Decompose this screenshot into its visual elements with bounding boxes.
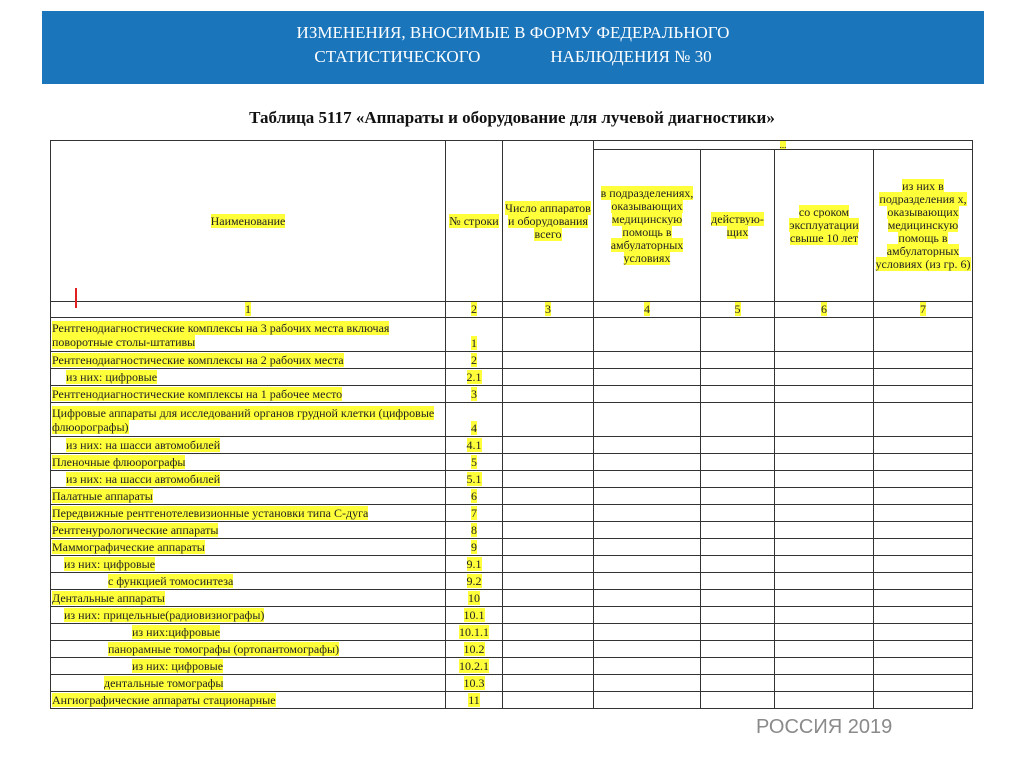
row-name (51, 386, 446, 403)
data-cell[interactable] (594, 318, 701, 352)
table-title: Таблица 5117 «Аппараты и оборудование для лучевой диагностики» (249, 108, 775, 127)
table-row (51, 318, 973, 352)
data-cell[interactable] (874, 386, 973, 403)
row-number (446, 607, 503, 624)
header-top-mark: ... (594, 141, 973, 150)
data-cell[interactable] (594, 692, 701, 709)
row-number-text: 10.3 (463, 676, 485, 690)
table-row (51, 590, 973, 607)
row-name-text: Ангиографические аппараты стационарные (52, 693, 276, 707)
row-name-text: дентальные томографы (104, 676, 224, 690)
row-name-text: Рентгенодиагностические комплексы на 1 рабочее место (52, 387, 343, 401)
data-cell[interactable] (775, 386, 874, 403)
row-name (51, 437, 446, 454)
data-cell[interactable] (594, 454, 701, 471)
row-name (51, 369, 446, 386)
data-cell[interactable] (775, 692, 874, 709)
row-name-text: Рентгенодиагностические комплексы на 3 рабочих места включая поворотные столы-штативы (52, 320, 390, 349)
row-number (446, 369, 503, 386)
row-name (51, 471, 446, 488)
data-cell[interactable] (503, 522, 594, 539)
data-cell[interactable] (503, 573, 594, 590)
row-number-text: 9.2 (466, 574, 482, 588)
row-number (446, 505, 503, 522)
data-cell[interactable] (775, 607, 874, 624)
data-cell[interactable] (503, 539, 594, 556)
data-cell[interactable] (594, 556, 701, 573)
data-cell[interactable] (775, 318, 874, 352)
row-name-text: панорамные томографы (ортопантомографы) (108, 642, 340, 656)
data-cell[interactable] (594, 369, 701, 386)
row-name-text: из них: прицельные(радиовизиографы) (64, 608, 265, 622)
data-cell[interactable] (503, 318, 594, 352)
row-name (51, 403, 446, 437)
row-number-text: 6 (471, 489, 477, 503)
row-number-text: 5.1 (466, 472, 482, 486)
row-name-text: из них: цифровые (64, 557, 156, 571)
data-cell[interactable] (594, 437, 701, 454)
row-name-text: Передвижные рентгенотелевизионные установки типа С-дуга (52, 506, 369, 520)
row-number (446, 675, 503, 692)
data-cell[interactable] (874, 352, 973, 369)
row-number (446, 692, 503, 709)
table-row (51, 692, 973, 709)
data-cell[interactable] (503, 675, 594, 692)
data-cell[interactable] (874, 403, 973, 437)
data-cell[interactable] (701, 505, 775, 522)
data-cell[interactable] (503, 437, 594, 454)
data-cell[interactable] (775, 403, 874, 437)
row-name-text: Рентгенурологические аппараты (52, 523, 219, 537)
col-number-6: 6 (775, 302, 874, 318)
data-cell[interactable] (874, 607, 973, 624)
row-name (51, 641, 446, 658)
data-cell[interactable] (775, 352, 874, 369)
data-cell[interactable] (775, 522, 874, 539)
row-name (51, 607, 446, 624)
data-cell[interactable] (701, 318, 775, 352)
row-number-text: 1 (471, 336, 477, 350)
row-number (446, 437, 503, 454)
data-cell[interactable] (594, 386, 701, 403)
data-cell[interactable] (701, 352, 775, 369)
row-name-text: Цифровые аппараты для исследований органов грудной клетки (цифровые флюорографы) (52, 405, 435, 434)
data-cell[interactable] (503, 369, 594, 386)
row-number (446, 522, 503, 539)
table-row (51, 556, 973, 573)
col-number-4: 4 (594, 302, 701, 318)
row-number (446, 488, 503, 505)
row-number (446, 454, 503, 471)
data-cell[interactable] (503, 352, 594, 369)
row-number-text: 8 (471, 523, 477, 537)
header-over-10-years: со сроком эксплуатации свыше 10 лет (775, 150, 874, 302)
table-row (51, 658, 973, 675)
row-number (446, 556, 503, 573)
data-cell[interactable] (775, 454, 874, 471)
row-name (51, 488, 446, 505)
table-row (51, 573, 973, 590)
data-cell[interactable] (701, 624, 775, 641)
equipment-table (50, 140, 973, 709)
data-cell[interactable] (701, 539, 775, 556)
data-cell[interactable] (874, 505, 973, 522)
row-name (51, 624, 446, 641)
data-cell[interactable] (594, 607, 701, 624)
banner-line-2: СТАТИСТИЧЕСКОГО НАБЛЮДЕНИЯ № 30 (314, 47, 712, 66)
row-number (446, 624, 503, 641)
row-name (51, 505, 446, 522)
data-cell[interactable] (701, 522, 775, 539)
data-cell[interactable] (874, 590, 973, 607)
data-cell[interactable] (874, 539, 973, 556)
data-cell[interactable] (594, 505, 701, 522)
row-number (446, 386, 503, 403)
data-cell[interactable] (874, 471, 973, 488)
row-number (446, 573, 503, 590)
data-cell[interactable] (874, 488, 973, 505)
data-cell[interactable] (503, 658, 594, 675)
header-ambulatory: в подразделениях, оказывающих медицинскую помощь в амбулаторных условиях (594, 150, 701, 302)
data-cell[interactable] (701, 590, 775, 607)
row-name (51, 573, 446, 590)
row-number-text: 10 (468, 591, 480, 605)
row-number-text: 9 (471, 540, 477, 554)
col-number-5: 5 (701, 302, 775, 318)
data-cell[interactable] (874, 369, 973, 386)
row-number (446, 658, 503, 675)
row-name-text: из них: цифровые (66, 370, 158, 384)
table-row (51, 607, 973, 624)
data-cell[interactable] (503, 471, 594, 488)
data-cell[interactable] (701, 488, 775, 505)
data-cell[interactable] (775, 437, 874, 454)
table-row (51, 352, 973, 369)
data-cell[interactable] (874, 675, 973, 692)
row-number-text: 10.1 (463, 608, 485, 622)
table-row (51, 522, 973, 539)
data-cell[interactable] (775, 624, 874, 641)
row-name (51, 590, 446, 607)
row-name-text: Рентгенодиагностические комплексы на 2 рабочих места (52, 353, 344, 367)
data-cell[interactable] (775, 641, 874, 658)
row-number-text: 5 (471, 455, 477, 469)
header-name: Наименование (51, 141, 446, 302)
row-name (51, 658, 446, 675)
data-cell[interactable] (775, 471, 874, 488)
row-number-text: 9.1 (466, 557, 482, 571)
data-cell[interactable] (503, 454, 594, 471)
row-number (446, 641, 503, 658)
data-cell[interactable] (874, 556, 973, 573)
header-of-them-ambulatory: из них в подразделения х, оказывающих медицинскую помощь в амбулаторных условиях (из гр. 6) (874, 150, 973, 302)
data-cell[interactable] (594, 573, 701, 590)
row-name-text: из них: цифровые (132, 659, 224, 673)
data-cell[interactable] (775, 488, 874, 505)
data-cell[interactable] (701, 607, 775, 624)
row-number (446, 590, 503, 607)
data-cell[interactable] (775, 505, 874, 522)
data-cell[interactable] (874, 437, 973, 454)
row-number-text: 3 (471, 387, 477, 401)
data-cell[interactable] (874, 624, 973, 641)
row-number-text: 11 (468, 693, 480, 707)
data-cell[interactable] (701, 403, 775, 437)
data-cell[interactable] (701, 641, 775, 658)
data-cell[interactable] (503, 590, 594, 607)
table-row (51, 454, 973, 471)
table-row (51, 675, 973, 692)
data-cell[interactable] (594, 471, 701, 488)
row-name (51, 522, 446, 539)
row-name-text: Дентальные аппараты (52, 591, 165, 605)
row-name (51, 318, 446, 352)
row-number-text: 10.2.1 (459, 659, 489, 673)
row-name-text: Палатные аппараты (52, 489, 153, 503)
col-number-7: 7 (874, 302, 973, 318)
row-number (446, 471, 503, 488)
row-name (51, 539, 446, 556)
data-cell[interactable] (503, 607, 594, 624)
data-cell[interactable] (594, 641, 701, 658)
table-row (51, 437, 973, 454)
col-number-1: 1 (51, 302, 446, 318)
header-total: Число аппаратов и оборудования всего (503, 141, 594, 302)
row-number (446, 318, 503, 352)
data-cell[interactable] (701, 386, 775, 403)
table-row (51, 488, 973, 505)
row-name-text: Маммографические аппараты (52, 540, 205, 554)
row-name-text: из них: на шасси автомобилей (66, 472, 221, 486)
data-cell[interactable] (503, 624, 594, 641)
table-row (51, 369, 973, 386)
data-cell[interactable] (701, 437, 775, 454)
row-number-text: 7 (471, 506, 477, 520)
data-cell[interactable] (874, 658, 973, 675)
table-row (51, 505, 973, 522)
row-number (446, 403, 503, 437)
col-number-3: 3 (503, 302, 594, 318)
data-cell[interactable] (503, 488, 594, 505)
row-name (51, 454, 446, 471)
header-row-no: № строки (446, 141, 503, 302)
data-cell[interactable] (594, 488, 701, 505)
data-cell[interactable] (874, 318, 973, 352)
row-number-text: 4.1 (466, 438, 482, 452)
row-number-text: 10.1.1 (459, 625, 489, 639)
table-row (51, 641, 973, 658)
row-name (51, 692, 446, 709)
data-cell[interactable] (775, 658, 874, 675)
data-cell[interactable] (874, 522, 973, 539)
row-name-text: из них:цифровые (132, 625, 221, 639)
data-cell[interactable] (701, 675, 775, 692)
data-cell[interactable] (775, 675, 874, 692)
row-number (446, 539, 503, 556)
data-cell[interactable] (874, 454, 973, 471)
data-cell[interactable] (775, 573, 874, 590)
row-name-text: из них: на шасси автомобилей (66, 438, 221, 452)
data-cell[interactable] (701, 454, 775, 471)
data-cell[interactable] (874, 573, 973, 590)
data-cell[interactable] (503, 403, 594, 437)
data-cell[interactable] (701, 471, 775, 488)
data-cell[interactable] (701, 556, 775, 573)
data-cell[interactable] (775, 539, 874, 556)
data-cell[interactable] (775, 590, 874, 607)
data-cell[interactable] (775, 369, 874, 386)
data-cell[interactable] (594, 624, 701, 641)
row-name (51, 352, 446, 369)
row-number-text: 2.1 (466, 370, 482, 384)
row-number-text: 10.2 (463, 642, 485, 656)
banner-line-1: ИЗМЕНЕНИЯ, ВНОСИМЫЕ В ФОРМУ ФЕДЕРАЛЬНОГО (296, 23, 730, 42)
row-name-text: с функцией томосинтеза (108, 574, 234, 588)
data-cell[interactable] (503, 692, 594, 709)
row-number-text: 4 (471, 421, 477, 435)
data-cell[interactable] (594, 403, 701, 437)
table-row (51, 386, 973, 403)
table-row (51, 403, 973, 437)
data-cell[interactable] (701, 658, 775, 675)
data-cell[interactable] (503, 386, 594, 403)
data-cell[interactable] (874, 692, 973, 709)
table-row (51, 539, 973, 556)
row-name (51, 675, 446, 692)
row-number (446, 352, 503, 369)
data-cell[interactable] (594, 590, 701, 607)
data-cell[interactable] (594, 522, 701, 539)
row-name-text: Пленочные флюорографы (52, 455, 186, 469)
row-number-text: 2 (471, 353, 477, 367)
red-marker (75, 288, 77, 308)
col-number-2: 2 (446, 302, 503, 318)
data-cell[interactable] (701, 369, 775, 386)
table-row (51, 471, 973, 488)
data-cell[interactable] (503, 556, 594, 573)
data-cell[interactable] (701, 573, 775, 590)
data-cell[interactable] (594, 539, 701, 556)
data-cell[interactable] (874, 641, 973, 658)
header-banner (42, 11, 984, 84)
data-cell[interactable] (503, 641, 594, 658)
header-active: действую-щих (701, 150, 775, 302)
data-cell[interactable] (594, 352, 701, 369)
data-cell[interactable] (503, 505, 594, 522)
data-cell[interactable] (701, 692, 775, 709)
row-name (51, 556, 446, 573)
data-cell[interactable] (775, 556, 874, 573)
data-cell[interactable] (594, 675, 701, 692)
table-row (51, 624, 973, 641)
footer-label: РОССИЯ 2019 (756, 716, 893, 738)
data-cell[interactable] (594, 658, 701, 675)
